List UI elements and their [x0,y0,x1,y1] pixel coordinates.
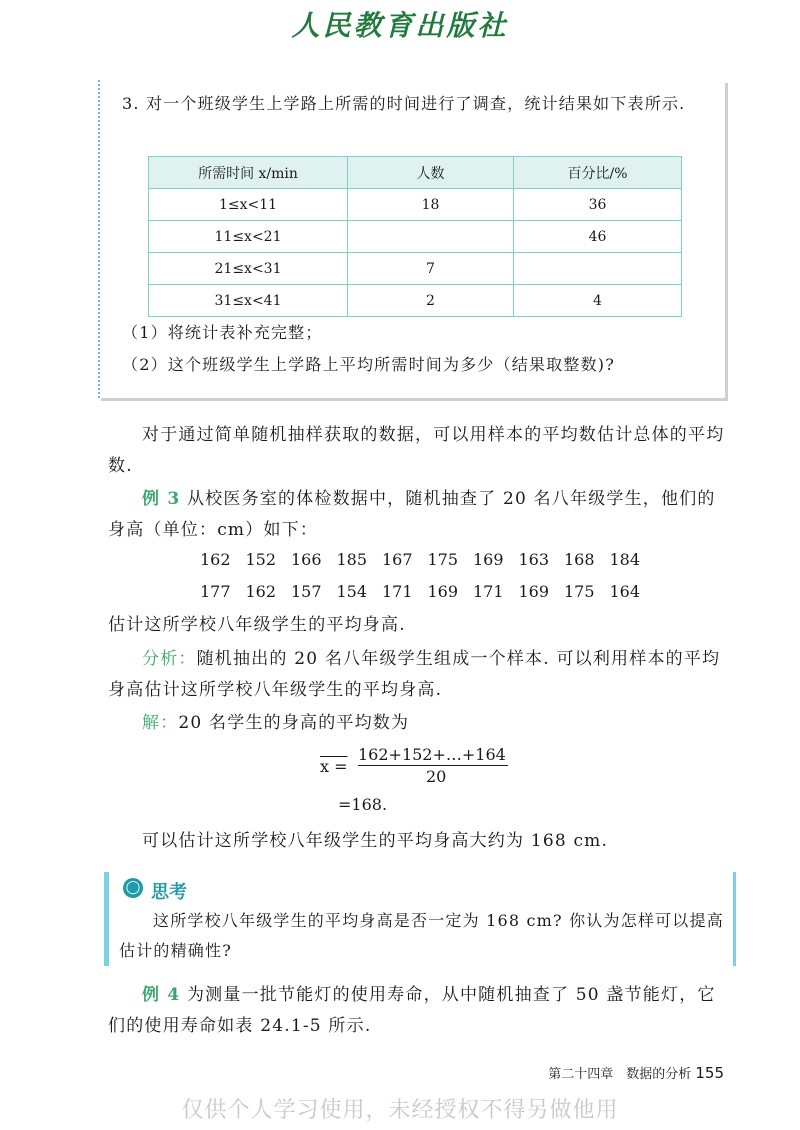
formula-result: =168. [338,795,388,814]
lightbulb-icon: ◯ [123,878,143,898]
exercise-question: 3. 对一个班级学生上学路上所需的时间进行了调查，统计结果如下表所示. [122,94,686,113]
height-value: 177 [200,582,231,601]
height-value: 166 [291,550,322,569]
table-header-cell: 百分比/% [514,157,682,189]
table-cell: 4 [514,285,682,317]
example-3-label: 例 3 [142,489,181,509]
height-value: 185 [336,550,368,569]
conclusion: 可以估计这所学校八年级学生的平均身高大约为 168 cm. [142,831,609,851]
height-value: 168 [564,550,595,569]
height-value: 175 [427,550,459,569]
height-value: 157 [291,582,322,601]
table-row [149,189,682,221]
table-cell: 18 [348,189,514,221]
example-4-label: 例 4 [142,985,181,1005]
table-cell: 11≤x<21 [149,221,348,253]
example-4-text: 为测量一批节能灯的使用寿命，从中随机抽查了 50 盏节能灯，它们的使用寿命如表 24.1-5 所示. [108,985,716,1036]
table-cell [348,221,514,253]
analysis-label: 分析： [142,649,197,669]
table-cell [514,253,682,285]
solution-text: 20 名学生的身高的平均数为 [178,713,410,733]
table-cell: 2 [348,285,514,317]
height-value: 152 [245,550,277,569]
table-header-cell: 所需时间 x/min [149,157,348,189]
formula-numerator: 162+152+…+164 [358,745,506,764]
table-row [149,285,682,317]
think-title: 思考 [151,882,187,903]
example-3 [108,484,728,546]
height-value: 169 [473,550,504,569]
page-footer [548,1063,724,1082]
height-value: 184 [609,550,641,569]
heights-row-2 [200,582,655,601]
solution [108,708,728,739]
formula-denominator: 20 [426,767,447,786]
solution-label: 解： [142,713,179,733]
height-value: 154 [336,582,368,601]
height-value: 167 [382,550,413,569]
chapter-title: 第二十四章 数据的分析 [548,1067,692,1082]
example-4 [108,980,728,1042]
table-cell: 36 [514,189,682,221]
analysis [108,644,728,706]
table-row [149,253,682,285]
heights-row-1 [200,550,655,569]
height-value: 171 [473,582,504,601]
table-cell: 1≤x<11 [149,189,348,221]
table-header-cell: 人数 [348,157,514,189]
sub-question-1: （1）将统计表补充完整； [122,323,323,342]
table-cell: 46 [514,221,682,253]
height-value: 164 [609,582,641,601]
page-number: 155 [695,1064,724,1082]
table-cell: 21≤x<31 [149,253,348,285]
example-3-text: 从校医务室的体检数据中，随机抽查了 20 名八年级学生，他们的身高（单位：cm）如下： [108,489,716,540]
height-value: 169 [518,582,550,601]
sub-question-2: （2）这个班级学生上学路上平均所需时间为多少（结果取整数)? [122,355,616,374]
paragraph-sampling: 对于通过简单随机抽样获取的数据，可以用样本的平均数估计总体的平均数. [108,425,725,476]
exercise-box [98,80,725,398]
height-value: 163 [518,550,550,569]
height-value: 162 [200,550,231,569]
analysis-text: 随机抽出的 20 名八年级学生组成一个样本. 可以利用样本的平均身高估计这所学校八年级学生的平均身高. [108,649,721,700]
table-cell: 7 [348,253,514,285]
height-value: 169 [427,582,459,601]
think-text: 这所学校八年级学生的平均身高是否一定为 168 cm? 你认为怎样可以提高估计的精确性? [119,911,724,960]
publisher-logo: 人民教育出版社 [291,9,509,42]
estimate-text: 估计这所学校八年级学生的平均身高. [108,615,406,635]
height-value: 162 [245,582,277,601]
formula-lhs: x = [320,757,348,776]
height-value: 171 [382,582,413,601]
table-row [149,221,682,253]
height-value: 175 [564,582,595,601]
stats-table [148,156,682,317]
think-box [104,872,736,966]
table-cell: 31≤x<41 [149,285,348,317]
watermark: 仅供个人学习使用，未经授权不得另做他用 [181,1098,619,1123]
table-header-row [149,157,682,189]
